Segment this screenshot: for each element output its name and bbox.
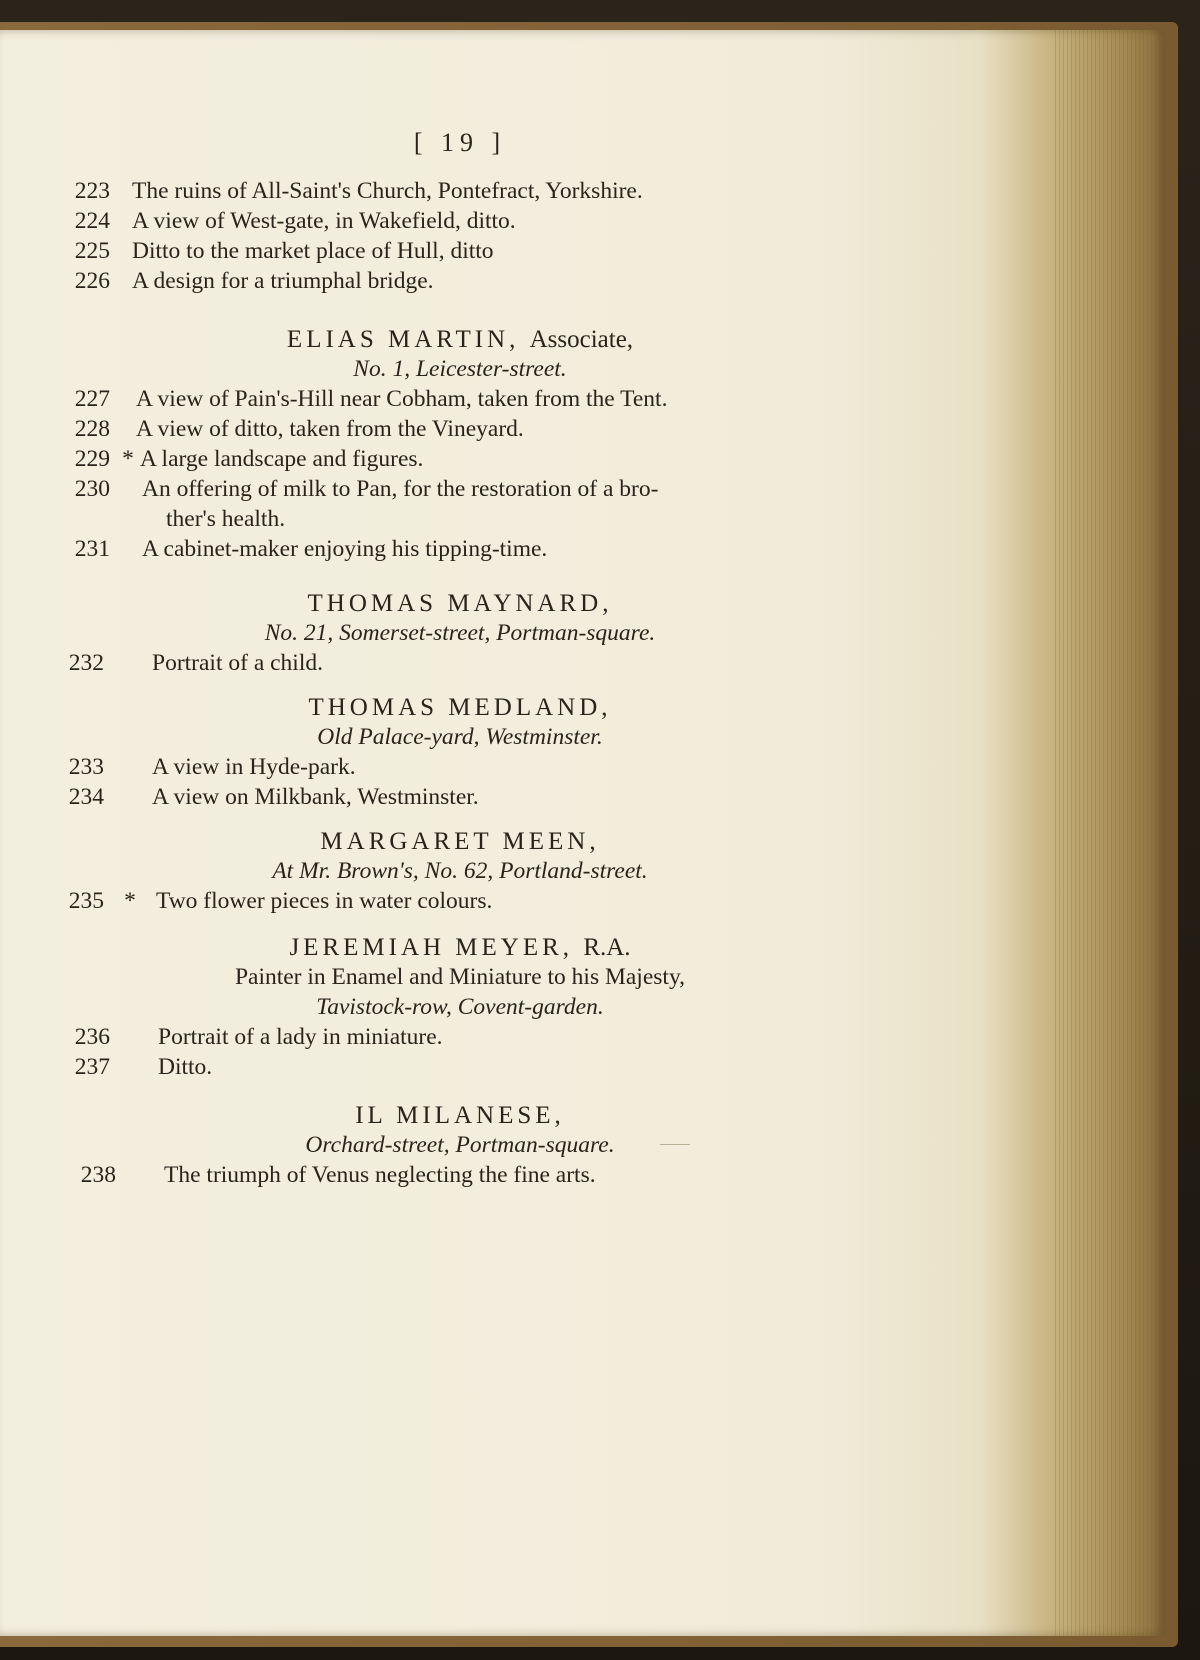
page-edges (1055, 30, 1165, 1636)
entry-title: A view of ditto, taken from the Vineyard. (136, 416, 524, 442)
entry-title-continuation: ther's health. (166, 506, 286, 532)
entry-title: A large landscape and figures. (140, 446, 424, 472)
entry-number: 225 (74, 238, 110, 264)
entry-number: 231 (74, 536, 110, 562)
entry-title: A design for a triumphal bridge. (132, 268, 434, 294)
entry-number: 234 (68, 784, 104, 810)
artist-heading (40, 932, 880, 964)
artist-heading (40, 692, 880, 724)
entry-number: 236 (74, 1024, 110, 1050)
entry-title: The ruins of All-Saint's Church, Pontefract, Yorkshire. (132, 178, 643, 204)
entry-title: A cabinet-maker enjoying his tipping-time. (142, 536, 548, 562)
artist-address: Orchard-street, Portman-square. (305, 1132, 615, 1158)
artist-heading (40, 324, 880, 356)
entry-number: 229 (74, 446, 110, 472)
entry-title: Two flower pieces in water colours. (156, 888, 493, 914)
artist-name: MARGARET MEEN, (320, 828, 600, 855)
entry-number: 230 (74, 476, 110, 502)
entry-number: 228 (74, 416, 110, 442)
artist-heading (40, 588, 880, 620)
artist-name: JEREMIAH MEYER, (289, 934, 574, 961)
entry-number: 226 (74, 268, 110, 294)
entry-title: A view in Hyde-park. (152, 754, 356, 780)
exhibit-marker: * (122, 446, 134, 472)
entry-number: 224 (74, 208, 110, 234)
entry-number: 232 (68, 650, 104, 676)
artist-role: R.A. (583, 934, 631, 961)
end-rule (660, 1144, 690, 1145)
artist-name: THOMAS MAYNARD, (307, 590, 613, 617)
entry-number: 233 (68, 754, 104, 780)
artist-address: No. 1, Leicester-street. (353, 356, 567, 382)
entry-number: 227 (74, 386, 110, 412)
artist-address: Old Palace-yard, Westminster. (317, 724, 603, 750)
entry-title: An offering of milk to Pan, for the restoration of a bro- (142, 476, 659, 502)
artist-address: Tavistock-row, Covent-garden. (316, 994, 604, 1020)
page-number: [ 19 ] (413, 128, 507, 157)
entry-title: Portrait of a lady in miniature. (158, 1024, 443, 1050)
entry-title: A view on Milkbank, Westminster. (152, 784, 479, 810)
artist-address: At Mr. Brown's, No. 62, Portland-street. (272, 858, 648, 884)
artist-name: IL MILANESE, (355, 1102, 565, 1129)
exhibit-marker: * (124, 888, 136, 914)
artist-name: ELIAS MARTIN, (286, 326, 520, 353)
artist-heading (40, 1100, 880, 1132)
artist-role: Associate, (529, 326, 634, 353)
entry-title: The triumph of Venus neglecting the fine arts. (164, 1162, 596, 1188)
artist-address: No. 21, Somerset-street, Portman-square. (264, 620, 656, 646)
entry-number: 237 (74, 1054, 110, 1080)
entry-title: A view of Pain's-Hill near Cobham, taken from the Tent. (136, 386, 668, 412)
entry-title: A view of West-gate, in Wakefield, ditto. (132, 208, 516, 234)
entry-title: Ditto to the market place of Hull, ditto (132, 238, 494, 264)
entry-number: 238 (80, 1162, 116, 1188)
artist-heading (40, 826, 880, 858)
artist-name: THOMAS MEDLAND, (308, 694, 612, 721)
entry-number: 223 (74, 178, 110, 204)
entry-number: 235 (68, 888, 104, 914)
artist-appointment: Painter in Enamel and Miniature to his Majesty, (234, 964, 686, 990)
entry-title: Ditto. (158, 1054, 213, 1080)
entry-title: Portrait of a child. (152, 650, 323, 676)
